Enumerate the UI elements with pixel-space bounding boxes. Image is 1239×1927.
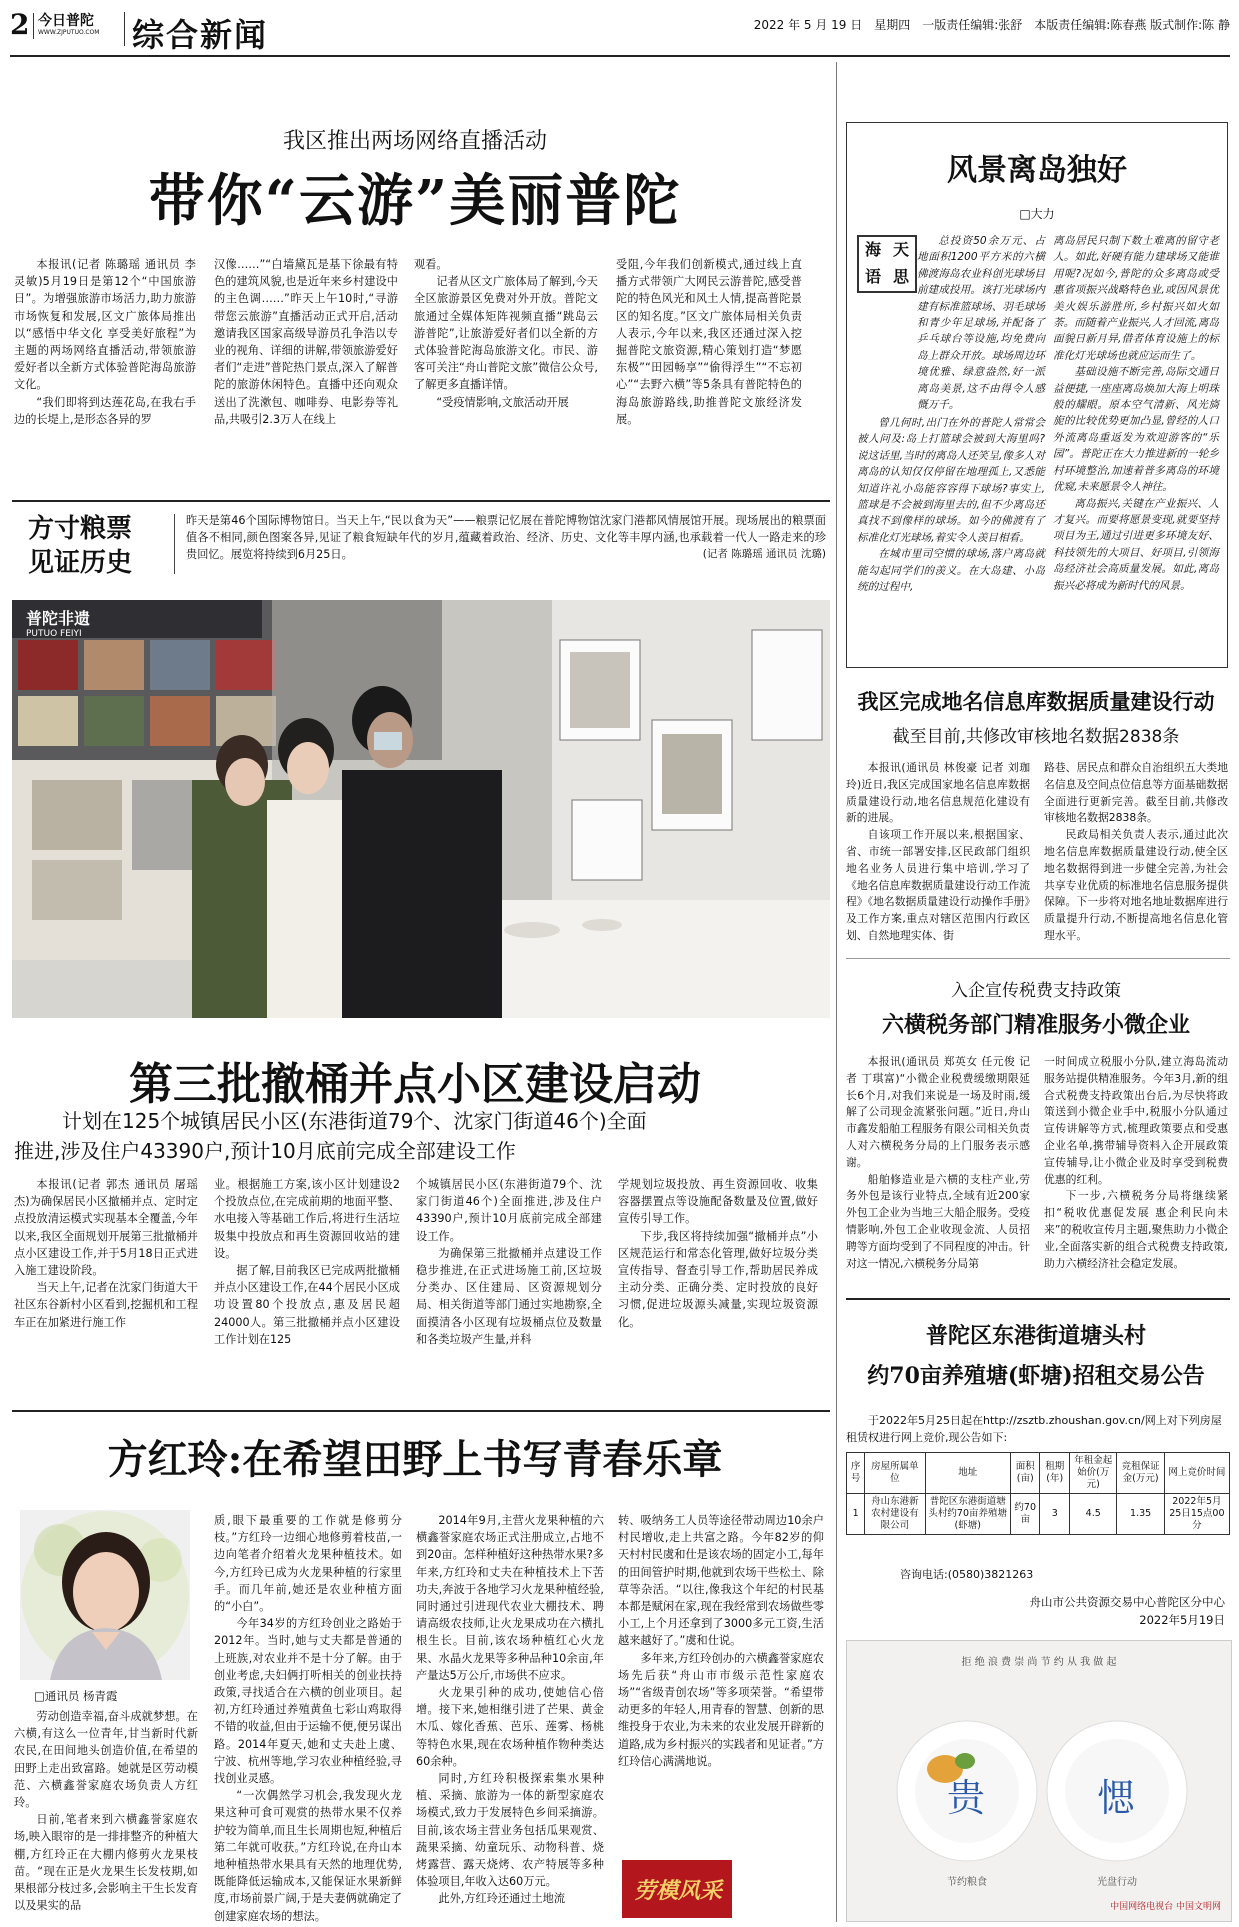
story4-col1: 劳动创造幸福,奋斗成就梦想。在六横,有这么一位青年,甘当新时代新农民,在田间地头创造价值,在希望的田野上走出致富路。她就是区劳动模范、六横鑫誉家庭农场负责人方红玲。 日前,笔者来到六横鑫誉家庭农场,映入眼帘的是一排排整齐的种植大棚,方红玲正在大棚内修剪火龙果枝苗。“现在正是火龙果生长发枝期,如果根部分枝过多,会影响主干生长发育以及果实的品 xyxy=(14,1710,198,1913)
story5-col2: 路巷、居民点和群众自治组织五大类地名信息及空间点位信息等方面基础数据全面进行更新完善。截至目前,共修改审核地名数据2838条。 民政局相关负责人表示,通过此次地名信息库数据质量建设行动,使全区地名数据得到进一步健全完善,为社会共享专业优质的标准地名信息服务提供保障。下一步将对地名地址数据库进行质量提升行动,不断提高地名信息化管理水平。 xyxy=(1044,761,1228,942)
portrait-svg xyxy=(20,1510,190,1680)
story4-col2: 质,眼下最重要的工作就是修剪分枝。”方红玲一边细心地修剪着枝苗,一边向笔者介绍着火龙果种植技术。如今,方红玲已成为火龙果种植的行家里手。而几年前,她还是农业种植方面的“小白”。 今年34岁的方红玲创业之路始于2012年。当时,她与丈夫都是普通的上班族,对农业并不是十分了解。由于创业考虑,夫妇俩打听相关的创业扶持政策,寻找适合在六横的创业项目。起初,方红玲通过养殖黄鱼七彩山鸡取得不错的收益,但由于运输不便,便另谋出路。2014年夏天,她和丈夫赴上虞、宁波、杭州等地,学习农业种植经验,寻找创业灵感。 “一次偶然学习机会,我发现火龙果这种可食可观赏的热带水果不仅养护较为简单,而且生长周期也短,种植后第二年就可收获。”方红玲说,在舟山本地种植热带水果具有天然的地理优势,既能降低运输成本,又能保证水果新鲜度,市场前景广阔,于是夫妻俩就确定了创建家庭农场的想法。 xyxy=(214,1514,402,1923)
rent-table xyxy=(846,1452,1230,1535)
portrait-caption: □通讯员 杨青霞 xyxy=(34,1689,118,1703)
photo-sign-en: PUTUO FEIYI xyxy=(26,629,82,639)
story6-kicker: 入企宣传税费支持政策 xyxy=(951,981,1121,1001)
table-cell: 1.35 xyxy=(1117,1494,1164,1535)
ad-plates-svg xyxy=(847,1641,1231,1921)
exhibition-photo-svg xyxy=(12,600,830,1018)
table-header: 竞租保证金(万元) xyxy=(1117,1453,1164,1494)
column-box xyxy=(846,122,1228,668)
table-header: 序号 xyxy=(847,1453,865,1494)
table-cell: 舟山东港新农村建设有限公司 xyxy=(865,1494,925,1535)
notice-intro: 于2022年5月25日起在http://zsztb.zhoushan.gov.cn/网上对下列房屋租赁权进行网上竞价,现公告如下: xyxy=(846,1414,1222,1444)
story4-col3: 2014年9月,主营火龙果种植的六横鑫誉家庭农场正式注册成立,占地不到20亩。怎样种植好这种热带水果?多年来,方红玲和丈夫在种植技术上下苦功夫,奔波于各地学习火龙果种植经验,同时通过引进现代农业大棚技术、聘请高级农技师,让火龙果成功在六横扎根生长。目前,该农场种植红心火龙果、水晶火龙果等多种品种10余亩,年产量达5万公斤,市场供不应求。 火龙果引种的成功,使她信心倍增。接下来,她相继引进了芒果、黄金木瓜、嫁化香蕉、芭乐、莲雾、杨桃等特色水果,现在农场种植作物种类达60余种。 同时,方红玲积极探索集水果种植、采摘、旅游为一体的新型家庭农场模式,致力于发展特色乡间采摘游。目前,该农场主营业务包括瓜果观赏、蔬果采摘、幼童玩乐、动物科普、烧烤露营、露天烧烤、农产特展等多种体验项目,年收入达60万元。 此外,方红玲还通过土地流 xyxy=(416,1514,604,1906)
story3-subhead-line2: 推进,涉及住户43390户,预计10月底前完成全部建设工作 xyxy=(14,1139,516,1163)
exhibition-photo xyxy=(12,600,830,1018)
story3-col3: 个城镇居民小区(东港街道79个、沈家门街道46个)全面推进,涉及住户43390户,预计10月底前完成全部建设工作。 为确保第三批撤桶并点建设工作稳步推进,在正式进场施工前,区垃圾分类办、区住建局、区资源规划分局、相关街道等部门通过实地勘察,全面摸清各小区现有垃圾桶点位及数量和各类垃圾产生量,并科 xyxy=(416,1178,602,1346)
divider xyxy=(12,500,830,502)
stamp-char: 语 xyxy=(864,267,881,286)
story1-kicker: 我区推出两场网络直播活动 xyxy=(282,129,547,154)
story4-badge xyxy=(622,1860,732,1918)
masthead-info: 2022 年 5 月 19 日 星期四 一版责任编辑:张舒 本版责任编辑:陈春燕 版式制作:陈 静 xyxy=(753,18,1230,32)
table-header: 房屋所属单位 xyxy=(865,1453,925,1494)
story6-headline: 六横税务部门精准服务小微企业 xyxy=(881,1012,1190,1038)
story3-headline: 第三批撤桶并点小区建设启动 xyxy=(129,1059,701,1110)
story3-col4: 学规划垃圾投放、再生资源回收、收集容器摆置点等设施配备数量及位置,做好宣传引导工作。 下步,我区将持续加强“撤桶并点”小区规范运行和常态化管理,做好垃圾分类宣传指导、督查引导工作,帮助居民养成主动分类、正确分类、定时投放的良好习惯,促进垃圾源头减量,实现垃圾资源化。 xyxy=(618,1178,818,1329)
logo xyxy=(33,13,100,39)
story5-subhead: 截至目前,共修改审核地名数据2838条 xyxy=(892,727,1180,747)
story2-title-line2: 见证历史 xyxy=(28,548,133,578)
table-header: 地址 xyxy=(925,1453,1010,1494)
table-cell: 1 xyxy=(847,1494,865,1535)
divider xyxy=(12,1410,830,1412)
column-col1: 总投资50余万元、占地面积1200平方米的六横佛渡海岛农业科创光球场目前建成投用。该打光球场内建有标准篮球场、羽毛球场和青少年足球场,并配备了乒乓球台等设施,均免费向岛上群众开放。球场周边环境优雅、绿意盎然,好一派离岛美景,这不由得令人感慨万千。 xyxy=(917,235,1045,412)
story4-col4: 转、吸纳务工人员等途径带动周边10余户村民增收,走上共富之路。今年82岁的仰天村村民虞和仕是该农场的固定小工,每年的田间管护时期,他就到农场干些松土、除草等杂活。“以往,像我这个年纪的村民基本都是赋闲在家,现在我经常到农场做些零小工,上个月还拿到了3000多元工资,生活越来越好了。”虞和仕说。 多年来,方红玲创办的六横鑫誉家庭农场先后获“舟山市市级示范性家庭农场”“省级青创农场”等多项荣誉。“希望带动更多的年轻人,用青春的智慧、创新的思维投身于农业,为未来的农业发展开辟新的道路,成为乡村振兴的实践者和见证者。”方红玲信心满满地说。 xyxy=(618,1514,824,1768)
story1-headline: 带你“云游”美丽普陀 xyxy=(148,168,682,234)
table-row xyxy=(847,1494,1230,1535)
ad-bottom1: 节约粮食 xyxy=(947,1877,987,1888)
story2-title xyxy=(28,512,168,580)
notice-title-line1: 普陀区东港街道塘头村 xyxy=(925,1323,1146,1349)
plate2-char: 愢 xyxy=(1097,1776,1136,1820)
story3-subhead-line1: 计划在125个城镇居民小区(东港街道79个、沈家门街道46个)全面 xyxy=(62,1109,647,1133)
stamp-char: 思 xyxy=(892,267,909,286)
table-cell: 3 xyxy=(1040,1494,1070,1535)
plate1-char: 贵 xyxy=(947,1776,986,1820)
table-header: 面积(亩) xyxy=(1010,1453,1040,1494)
table-header: 租期(年) xyxy=(1040,1453,1070,1494)
story2-text xyxy=(186,512,826,563)
table-cell: 4.5 xyxy=(1069,1494,1116,1535)
notice-table xyxy=(846,1452,1230,1535)
notice-title-line2: 约70亩养殖塘(虾塘)招租交易公告 xyxy=(867,1363,1205,1389)
logo-url: WWW.ZJPUTUO.COM xyxy=(38,29,100,36)
section-title: 综合新闻 xyxy=(132,16,269,54)
table-header: 网上竞价时间 xyxy=(1164,1453,1229,1494)
portrait-photo xyxy=(20,1510,190,1680)
badge-text: 劳模风采 xyxy=(634,1878,723,1904)
story2-title-line1: 方寸粮票 xyxy=(28,514,133,544)
story1-col2: 汉像……”“白墙黛瓦是基下徐最有特色的建筑风貌,也是近年来乡村建设中的主色调……”昨天上午10时,“寻游带您云旅游”直播活动正式开启,活动邀请我区国家高级导游员孔争浩以专业的视角、详细的讲解,带领旅游爱好者们“走进”普陀热门景点,深入了解普陀的旅游休闲特色。直播中还向观众送出了洗漱包、咖啡券、电影券等礼品,共吸引2.3万人在线上 xyxy=(214,258,398,426)
stamp-char: 海 xyxy=(864,240,881,259)
notice-phone: 咨询电话:(0580)3821263 xyxy=(900,1568,1034,1581)
story5-col1: 本报讯(通讯员 林俊豪 记者 刘珈玲)近日,我区完成国家地名信息库数据质量建设行动,地名信息规范化建设有新的进展。 自该项工作开展以来,根据国家、省、市统一部署安排,区民政部门组织地名业务人员进行集中培训,学习了《地名信息库数据质量建设行动工作流程》《地名数据质量建设行动操作手册》及工作方案,重点对辖区范围内行政区划、自然地理实体、街 xyxy=(846,761,1030,942)
story1-col1: 本报讯(记者 陈璐瑶 通讯员 李灵敏)5月19日是第12个“中国旅游日”。为增强旅游市场活力,助力旅游市场恢复和发展,区文广旅体局推出以“感悟中华文化 享受美好旅程”为主题的两场网络直播活动,带领旅游爱好者以全新方式体验普陀海岛旅游文化。 “我们即将到达莲花岛,在我右手边的长堤上,是形态各异的罗 xyxy=(14,258,196,426)
stamp-char: 天 xyxy=(892,240,909,259)
story5-headline: 我区完成地名信息库数据质量建设行动 xyxy=(857,689,1215,714)
column-title: 风景离岛独好 xyxy=(947,153,1127,188)
column-author: □大力 xyxy=(1019,207,1055,221)
story2-credit: (记者 陈璐瑶 通讯员 沈璐) xyxy=(702,548,826,560)
story3-col1: 本报讯(记者 郭杰 通讯员 屠瑶杰)为确保居民小区撤桶并点、定时定点投放清运模式实现基本全覆盖,今年以来,我区全面规划开展第三批撤桶并点小区建设工作,并于5月18日正式进入施工建设阶段。 当天上午,记者在沈家门街道大干社区东谷新村小区看到,挖掘机和工程车正在加紧进行施工作 xyxy=(14,1178,198,1329)
table-header: 年租金起始价(万元) xyxy=(1069,1453,1116,1494)
ad-top-text: 拒 绝 浪 费 崇 尚 节 约 从 我 做 起 xyxy=(961,1657,1117,1668)
masthead xyxy=(6,8,1234,52)
photo-sign xyxy=(26,606,90,639)
story1-col4: 受阻,今年我们创新模式,通过线上直播方式带领广大网民云游普陀,感受普陀的特色风光和风土人情,提高普陀景区的知名度。”区文广旅体局相关负责人表示,今年以来,我区还通过深入挖掘普陀文旅资源,精心策划打造“梦愿东极”“田园畅享”“偷得浮生”“不忘初心”“去野六横”等5条具有普陀特色的海岛旅游路线,助推普陀文旅经济发展。 xyxy=(616,258,802,426)
table-header-row xyxy=(847,1453,1230,1494)
logo-text: 今日普陀 xyxy=(38,13,94,29)
story6-col1: 本报讯(通讯员 郑英女 任元俊 记者 丁琪富)“小微企业税费缓缴期限延长6个月,对我们来说是一场及时雨,缓解了公司现金流紧张问题。”近日,舟山市鑫发船舶工程服务有限公司相关负责人对六横税务分局的上门服务表示感谢。 船舶修造业是六横的支柱产业,劳务外包是该行业特点,全域有近200家外包工企业为当地三大船企服务。受疫情影响,外包工企业收现金流、人员招聘等方面均受到了不同程度的冲击。针对这一情况,六横税务分局第 xyxy=(846,1055,1030,1270)
story1-col3: 观看。 记者从区文广旅体局了解到,今天全区旅游景区免费对外开放。普陀文旅通过全媒体矩阵视频直播“跳岛云游普陀”,让旅游爱好者们以全新的方式体验普陀海岛旅游文化。市民、游客可关注“舟山普陀文旅”微信公众号,了解更多直播详情。 “受疫情影响,文旅活动开展 xyxy=(414,258,598,409)
column-stamp xyxy=(857,235,917,293)
notice-org: 舟山市公共资源交易中心普陀区分中心 xyxy=(1029,1595,1225,1609)
table-cell: 约70亩 xyxy=(1010,1494,1040,1535)
story4-headline: 方红玲:在希望田野上书写青春乐章 xyxy=(107,1436,723,1483)
page-number: 2 xyxy=(10,8,30,41)
story6-col2: 一时间成立税服小分队,建立海岛流动服务站提供精准服务。今年3月,新的组合式税费支持政策出台后,为尽快将政策送到小微企业手中,税服小分队通过宣传讲解等方式,梳理政策要点和受惠企业名单,携带辅导资料入企开展政策宣传辅导,让小微企业及时享受到税费优惠的红利。 下一步,六横税务分局将继续紧扣“税收优惠促发展 惠企利民向未来”的税收宣传月主题,聚焦助力小微企业,全面落实新的组合式税费支持政策,助力六横经济社会稳定发展。 xyxy=(1044,1055,1228,1270)
table-cell: 普陀区东港街道塘头村约70亩养殖塘(虾塘) xyxy=(925,1494,1010,1535)
public-service-ad xyxy=(846,1640,1232,1922)
story2-body: 昨天是第46个国际博物馆日。当天上午,“民以食为天”——粮票记忆展在普陀博物馆沈家门港都风情展馆开展。现场展出的粮票面值各不相同,颜色图案各异,见证了粮食短缺年代的岁月,蕴藏着政治、经济、历史、文化等丰厚内涵,也承载着一代人一路走来的珍贵回忆。展览将持续到6月25日。 xyxy=(186,514,826,561)
column-col2: 离岛居民只制下数土难离的留守老人。如此,好硬有能力建球场又能谁用呢?况如今,普陀的众多离岛或受惠省项振兴战略特色业,或因风景优美火娱乐游胜所,乡村振兴如火如荼。而随着产业振兴,人才回流,离岛面貌日新月异,借者体育设施上的标准化灯光球场也就应运而生了。 基础设施不断完善,岛际交通日益便捷,一座座离岛焕加大海上明珠般的耀眼。原本空气清新、风光旖旎的比较优势更加凸显,曾经的人口外流离岛重返发为欢迎游客的“乐园”。普陀正在大力推进新的一轮乡村环境整治,加速着普多离岛的环境优窥,未来愿景令人神往。 离岛振兴,关键在产业振兴、人才复兴。而要将愿景变现,就要坚持项目为王,通过引进更多环境友好、科技领先的大项目、好项目,引领海岛经济社会高质量发展。如此,离岛振兴必将成为新时代的风景。 xyxy=(1053,235,1219,592)
masthead-rule xyxy=(10,55,1230,57)
notice-date: 2022年5月19日 xyxy=(1139,1613,1225,1627)
ad-footer: 中国网络电视台 中国文明网 xyxy=(1110,1902,1221,1912)
column-col1b: 曾几何时,出门在外的普陀人常常会被人问及:岛上打篮球会被到大海里吗?说这话里,当时的离岛人还笑呈,像多人对离岛的认知仅仅停留在地理孤上,又悉能知道许礼小岛能容容得下球场?事实上,篮球是不会被到海里去的,但不少离岛还真找不到像样的球场。如今的佛渡有了标准化灯光球场,着实令人羡目相看。 在城市里司空惯的球场,落户离岛就能勾起同学们的羡义。在大岛建、小岛统的过程中, xyxy=(857,417,1045,594)
notice-title xyxy=(840,1316,1232,1396)
ad-bottom2: 光盘行动 xyxy=(1097,1877,1137,1888)
photo-sign-cn: 普陀非遗 xyxy=(26,609,91,628)
story3-col2: 业。根据施工方案,该小区计划建设2个投放点位,在完成前期的地面平整、水电接入等基础工作后,将进行生活垃圾集中投放点和再生资源回收站的建设。 据了解,目前我区已完成两批撤桶并点小区建设工作,在44个居民小区成功设置80个投放点,惠及居民超24000人。第三批撤桶并点小区建设工作计划在125 xyxy=(214,1178,400,1346)
table-cell: 2022年5月25日15点00分 xyxy=(1164,1494,1229,1535)
story3-subhead xyxy=(14,1106,830,1166)
